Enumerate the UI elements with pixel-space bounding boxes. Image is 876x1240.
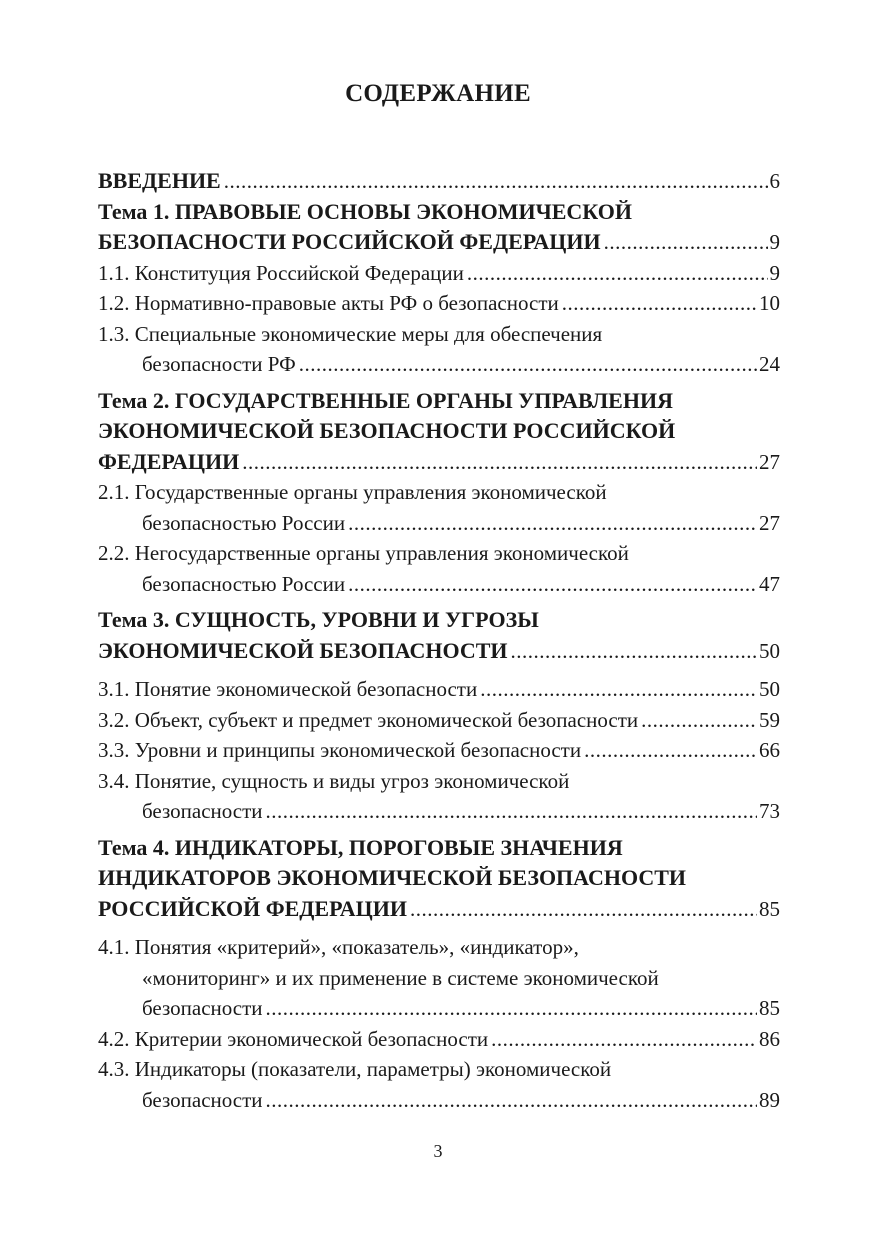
dot-leader (410, 894, 757, 925)
toc-page-number: 6 (769, 169, 780, 193)
toc-page-number: 59 (759, 707, 780, 732)
toc-entry-1-1[interactable] (98, 258, 780, 289)
toc-entry-title: 2.1. Государственные органы управления экономической (98, 480, 607, 504)
toc-entry-introduction[interactable] (98, 166, 780, 197)
toc-page-number: 9 (769, 230, 780, 254)
dot-leader (584, 735, 757, 766)
toc-page-number: 27 (759, 449, 780, 474)
dot-leader (511, 636, 757, 667)
toc-entry-3-4[interactable] (98, 796, 780, 827)
toc-page-number: 85 (759, 896, 780, 921)
toc-entry-topic-2[interactable] (98, 447, 780, 478)
toc-entry-2-1-line-1[interactable] (98, 477, 780, 508)
toc-entry-topic-4-line-1[interactable] (98, 833, 780, 864)
toc-entry-title: БЕЗОПАСНОСТИ РОССИЙСКОЙ ФЕДЕРАЦИИ (98, 229, 601, 254)
dot-leader (242, 447, 757, 478)
toc-page-number: 47 (759, 571, 780, 596)
toc-entry-title: 4.1. Понятия «критерий», «показатель», «индикатор», (98, 935, 579, 959)
toc-entry-title: ВВЕДЕНИЕ (98, 168, 221, 193)
dot-leader (266, 1085, 757, 1116)
page-number: 3 (433, 1141, 443, 1161)
dot-leader (491, 1024, 757, 1055)
dot-leader (266, 993, 757, 1024)
toc-entry-title: 1.3. Специальные экономические меры для обеспечения (98, 321, 603, 346)
table-of-contents (98, 166, 780, 1115)
toc-entry-title: Тема 3. СУЩНОСТЬ, УРОВНИ И УГРОЗЫ (98, 607, 539, 632)
toc-entry-3-3[interactable] (98, 735, 780, 766)
toc-entry-topic-4[interactable] (98, 894, 780, 925)
toc-entry-topic-3-line-1[interactable] (98, 605, 780, 636)
dot-leader (224, 166, 768, 197)
toc-entry-title: безопасности (142, 1087, 263, 1112)
toc-entry-title: 3.4. Понятие, сущность и виды угроз экономической (98, 768, 570, 793)
toc-page-number: 85 (759, 996, 780, 1020)
toc-entry-title: безопасностью России (142, 571, 346, 596)
toc-entry-topic-4-line-2[interactable] (98, 863, 780, 894)
page-title: СОДЕРЖАНИЕ (345, 80, 531, 107)
toc-entry-4-1[interactable] (98, 993, 780, 1024)
toc-entry-4-3-line-1[interactable] (98, 1054, 780, 1085)
toc-entry-3-2[interactable] (98, 705, 780, 736)
toc-entry-title: ИНДИКАТОРОВ ЭКОНОМИЧЕСКОЙ БЕЗОПАСНОСТИ (98, 865, 687, 890)
toc-entry-topic-1-line-1[interactable] (98, 197, 780, 228)
toc-entry-2-1[interactable] (98, 508, 780, 539)
toc-entry-title: РОССИЙСКОЙ ФЕДЕРАЦИИ (98, 895, 407, 921)
toc-entry-title: 3.2. Объект, субъект и предмет экономической безопасности (98, 707, 639, 732)
toc-entry-2-2-line-1[interactable] (98, 538, 780, 569)
toc-page-number: 50 (759, 638, 780, 663)
dot-leader (299, 349, 757, 380)
toc-entry-2-2[interactable] (98, 569, 780, 600)
toc-entry-topic-2-line-1[interactable] (98, 386, 780, 417)
dot-leader (480, 674, 757, 705)
toc-page-number: 27 (759, 510, 780, 535)
toc-page-number: 66 (759, 738, 780, 762)
dot-leader (348, 508, 757, 539)
toc-page-number: 10 (759, 291, 780, 315)
toc-entry-title: 2.2. Негосударственные органы управления экономической (98, 541, 629, 565)
dot-leader (641, 705, 757, 736)
toc-page-number: 50 (759, 677, 780, 701)
dot-leader (562, 288, 757, 319)
toc-entry-title: Тема 2. ГОСУДАРСТВЕННЫЕ ОРГАНЫ УПРАВЛЕНИЯ (98, 387, 673, 413)
toc-entry-title: Тема 1. ПРАВОВЫЕ ОСНОВЫ ЭКОНОМИЧЕСКОЙ (98, 198, 632, 224)
toc-entry-title: 4.2. Критерии экономической безопасности (98, 1026, 489, 1051)
toc-entry-1-2[interactable] (98, 288, 780, 319)
toc-entry-title: 3.1. Понятие экономической безопасности (98, 677, 478, 701)
toc-entry-3-1[interactable] (98, 674, 780, 705)
toc-entry-title: безопасности (142, 996, 263, 1020)
dot-leader (266, 796, 757, 827)
toc-entry-topic-2-line-2[interactable] (98, 416, 780, 447)
toc-entry-1-3-line-1[interactable] (98, 319, 780, 350)
toc-entry-topic-3[interactable] (98, 636, 780, 667)
toc-entry-4-1-line-1[interactable] (98, 932, 780, 963)
dot-leader (467, 258, 768, 289)
toc-entry-title: ЭКОНОМИЧЕСКОЙ БЕЗОПАСНОСТИ (98, 637, 508, 663)
toc-page-number: 89 (759, 1087, 780, 1112)
toc-entry-title: 4.3. Индикаторы (показатели, параметры) экономической (98, 1057, 612, 1081)
toc-entry-1-3[interactable] (98, 349, 780, 380)
toc-entry-title: «мониторинг» и их применение в системе экономической (142, 965, 659, 990)
dot-leader (348, 569, 757, 600)
toc-page-number: 73 (759, 799, 780, 823)
toc-entry-title: 3.3. Уровни и принципы экономической безопасности (98, 738, 582, 762)
toc-page-number: 86 (759, 1026, 780, 1051)
toc-page-number: 24 (759, 352, 780, 376)
toc-entry-4-3[interactable] (98, 1085, 780, 1116)
toc-entry-title: безопасности РФ (142, 352, 296, 376)
toc-page-number: 9 (769, 260, 780, 285)
dot-leader (604, 227, 768, 258)
toc-entry-title: ЭКОНОМИЧЕСКОЙ БЕЗОПАСНОСТИ РОССИЙСКОЙ (98, 418, 676, 443)
toc-entry-topic-1[interactable] (98, 227, 780, 258)
toc-entry-title: ФЕДЕРАЦИИ (98, 448, 240, 474)
toc-entry-4-1-line-2[interactable] (98, 963, 780, 994)
toc-entry-title: Тема 4. ИНДИКАТОРЫ, ПОРОГОВЫЕ ЗНАЧЕНИЯ (98, 834, 623, 860)
toc-entry-title: 1.2. Нормативно-правовые акты РФ о безопасности (98, 291, 559, 315)
toc-entry-3-4-line-1[interactable] (98, 766, 780, 797)
toc-entry-title: 1.1. Конституция Российской Федерации (98, 260, 464, 285)
toc-entry-title: безопасности (142, 799, 263, 823)
toc-entry-4-2[interactable] (98, 1024, 780, 1055)
toc-entry-title: безопасностью России (142, 510, 346, 535)
